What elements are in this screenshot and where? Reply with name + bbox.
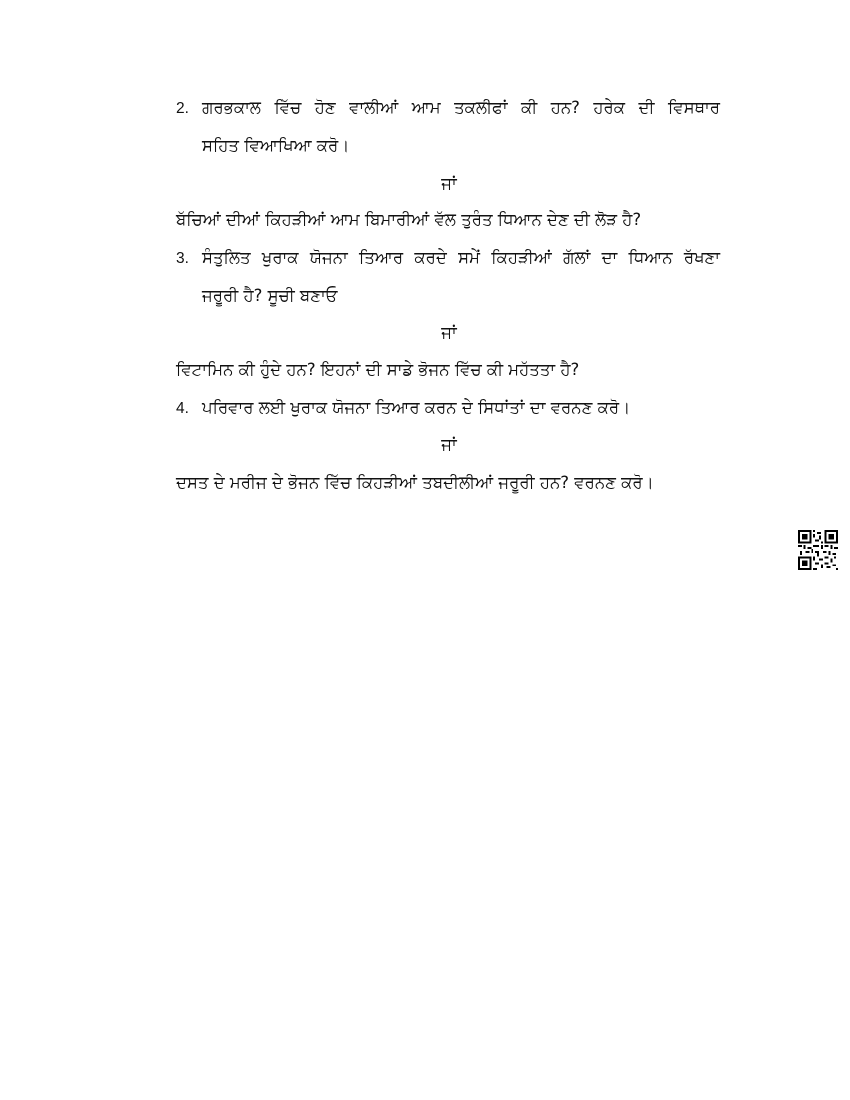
question-3-line-1 bbox=[176, 239, 722, 277]
question-4-line-1 bbox=[176, 389, 722, 427]
question-number: 4. bbox=[176, 400, 189, 417]
question-text: ਗਰਭਕਾਲ ਵਿੱਚ ਹੋਣ ਵਾਲੀਆਂ ਆਮ ਤਕਲੀਫਾਂ ਕੀ ਹਨ? ਹਰੇਕ ਦੀ ਵਿਸਥਾਰ bbox=[202, 98, 720, 117]
or-separator: ਜਾਂ bbox=[441, 435, 457, 454]
question-3 bbox=[176, 239, 722, 315]
question-4 bbox=[176, 389, 722, 427]
question-2 bbox=[176, 89, 722, 165]
alternative-question-3: ਵਿਟਾਮਿਨ ਕੀ ਹੁੰਦੇ ਹਨ? ਇਹਨਾਂ ਦੀ ਸਾਡੇ ਭੋਜਨ ਵਿੱਚ ਕੀ ਮਹੱਤਤਾ ਹੈ? bbox=[176, 360, 580, 379]
alternative-question-4: ਦਸਤ ਦੇ ਮਰੀਜ ਦੇ ਭੋਜਨ ਵਿੱਚ ਕਿਹੜੀਆਂ ਤਬਦੀਲੀਆਂ ਜਰੂਰੀ ਹਨ? ਵਰਨਣ ਕਰੋ। bbox=[176, 473, 654, 492]
or-separator: ਜਾਂ bbox=[441, 323, 457, 342]
question-3-line-2: ਜਰੂਰੀ ਹੈ? ਸੂਚੀ ਬਣਾਓ bbox=[202, 286, 338, 305]
qr-code-icon bbox=[798, 530, 838, 570]
question-number: 3. bbox=[176, 250, 189, 267]
question-number: 2. bbox=[176, 100, 189, 117]
or-separator: ਜਾਂ bbox=[441, 174, 457, 193]
question-2-line-1 bbox=[176, 89, 722, 127]
question-text: ਸੰਤੁਲਿਤ ਖੁਰਾਕ ਯੋਜਨਾ ਤਿਆਰ ਕਰਦੇ ਸਮੇਂ ਕਿਹੜੀਆਂ ਗੱਲਾਂ ਦਾ ਧਿਆਨ ਰੱਖਣਾ bbox=[202, 248, 720, 267]
question-2-line-2: ਸਹਿਤ ਵਿਆਖਿਆ ਕਰੋ। bbox=[202, 136, 350, 155]
alternative-question-2: ਬੱਚਿਆਂ ਦੀਆਂ ਕਿਹੜੀਆਂ ਆਮ ਬਿਮਾਰੀਆਂ ਵੱਲ ਤੁਰੰਤ ਧਿਆਨ ਦੇਣ ਦੀ ਲੋੜ ਹੈ? bbox=[176, 210, 642, 229]
question-text: ਪਰਿਵਾਰ ਲਈ ਖੁਰਾਕ ਯੋਜਨਾ ਤਿਆਰ ਕਰਨ ਦੇ ਸਿਧਾਂਤਾਂ ਦਾ ਵਰਨਣ ਕਰੋ। bbox=[202, 398, 631, 417]
